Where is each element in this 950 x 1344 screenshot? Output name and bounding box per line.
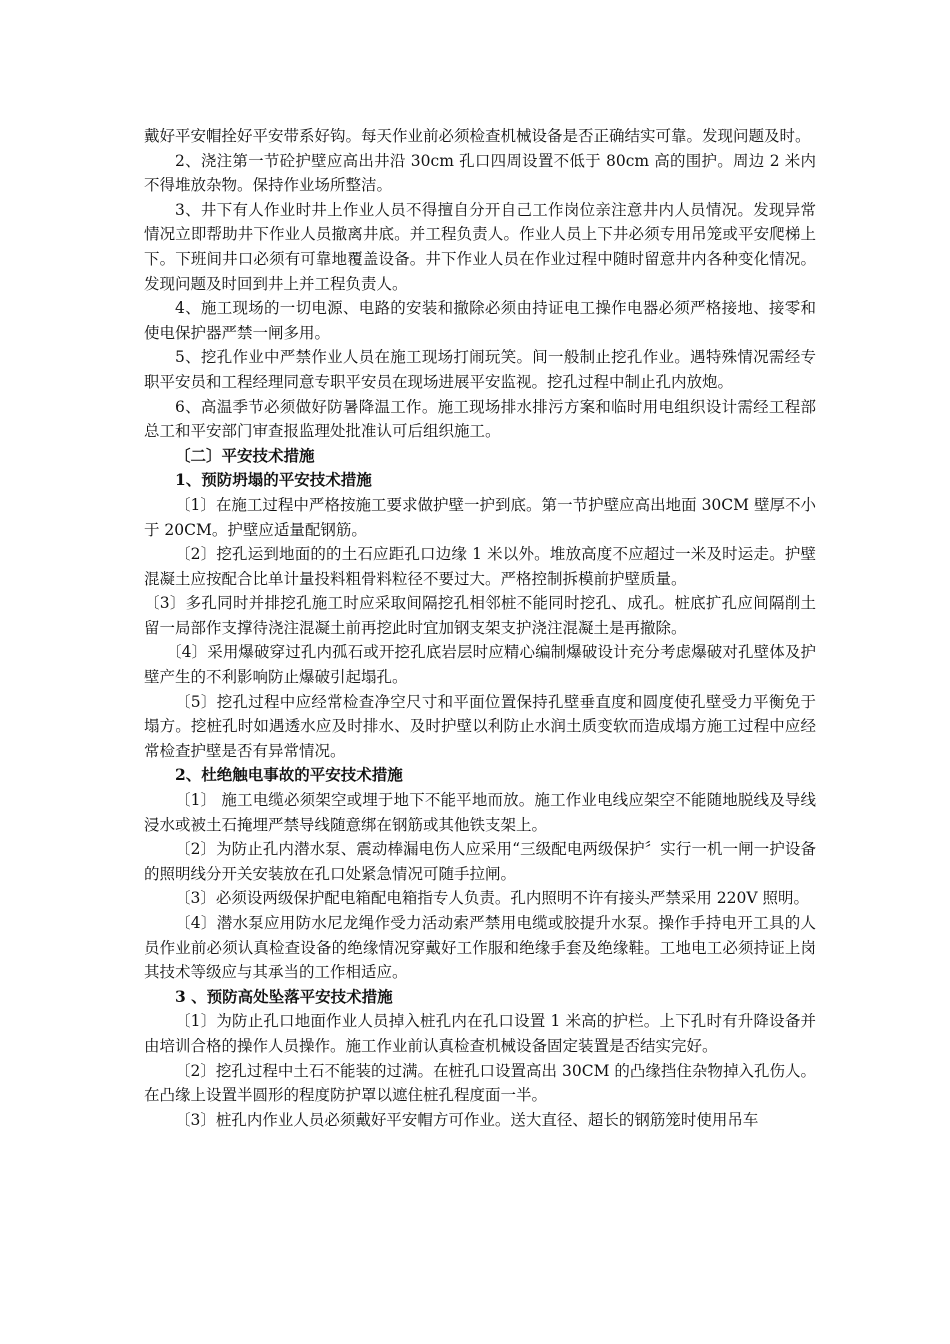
body-paragraph: 4、施工现场的一切电源、电路的安装和撤除必须由持证电工操作电器必须严格接地、接零和使电保护器严禁一闸多用。	[144, 299, 816, 342]
body-paragraph: 6、高温季节必须做好防暑降温工作。施工现场排水排污方案和临时用电组织设计需经工程部总工和平安部门审查报监理处批准认可后组织施工。	[144, 397, 816, 441]
body-paragraph: 〔1〕在施工过程中严格按施工要求做护壁一护到底。第一节护壁应高出地面 30CM 壁厚不小于 20CM。护壁应适量配钢筋。	[144, 495, 816, 539]
body-paragraph: 〔1〕为防止孔口地面作业人员掉入桩孔内在孔口设置 1 米高的护栏。上下孔时有升降设备并由培训合格的操作人员操作。施工作业前认真检查机械设备固定装置是否结实完好。	[144, 1012, 816, 1055]
body-paragraph: 5、挖孔作业中严禁作业人员在施工现场打闹玩笑。间一般制止挖孔作业。遇特殊情况需经专职平安员和工程经理同意专职平安员在现场进展平安监视。挖孔过程中制止孔内放炮。	[144, 348, 816, 391]
body-paragraph: 〔5〕挖孔过程中应经常检查净空尺寸和平面位置保持孔壁垂直度和圆度使孔壁受力平衡免于塌方。挖桩孔时如遇透水应及时排水、及时护壁以利防止水润土质变软而造成塌方施工过程中应经常检查护壁是否有异常情况。	[144, 692, 816, 760]
body-paragraph: 2、浇注第一节砼护壁应高出井沿 30cm 孔口四周设置不低于 80cm 高的围护。周边 2 米内不得堆放杂物。保持作业场所整洁。	[144, 151, 816, 195]
section-heading: 2、杜绝触电事故的平安技术措施	[175, 765, 403, 785]
document-body	[144, 124, 816, 1132]
body-paragraph: 〔4〕采用爆破穿过孔内孤石或开挖孔底岩层时应精心编制爆破设计充分考虑爆破对孔壁体及护壁产生的不利影响防止爆破引起塌孔。	[144, 643, 816, 687]
body-paragraph: 〔2〕挖孔过程中土石不能装的过满。在桩孔口设置高出 30CM 的凸缘挡住杂物掉入孔伤人。在凸缘上设置半圆形的程度防护罩以遮住桩孔程度面一半。	[144, 1061, 816, 1105]
body-paragraph: 〔2〕挖孔运到地面的的土石应距孔口边缘 1 米以外。堆放高度不应超过一米及时运走。护壁混凝土应按配合比单计量投料粗骨料粒径不要过大。严格控制拆模前护壁质量。	[144, 545, 816, 588]
body-paragraph: 〔4〕潜水泵应用防水尼龙绳作受力活动索严禁用电缆或胶提升水泵。操作手持电开工具的人员作业前必须认真检查设备的绝缘情况穿戴好工作服和绝缘手套及绝缘鞋。工地电工必须持证上岗其技术等级应与其承当的工作相适应。	[144, 914, 816, 982]
body-paragraph: 戴好平安帽拴好平安带系好钩。每天作业前必须检查机械设备是否正确结实可靠。发现问题及时。	[144, 127, 811, 145]
body-paragraph: 〔3〕桩孔内作业人员必须戴好平安帽方可作业。送大直径、超长的钢筋笼时使用吊车	[175, 1110, 759, 1129]
body-paragraph: 〔3〕必须设两级保护配电箱配电箱指专人负责。孔内照明不许有接头严禁采用 220V 照明。	[175, 889, 809, 908]
body-paragraph: 3、井下有人作业时井上作业人员不得擅自分开自己工作岗位亲注意井内人员情况。发现异常情况立即帮助井下作业人员撤离井底。并工程负责人。作业人员上下井必须专用吊笼或平安爬梯上下。下班间井口必须有可靠地覆盖设备。井下作业人员在作业过程中随时留意井内各种变化情况。发现问题及时回到井上并工程负责人。	[144, 200, 816, 293]
section-heading: 3 、预防高处坠落平安技术措施	[175, 986, 393, 1006]
body-paragraph: 〔2〕为防止孔内潜水泵、震动棒漏电伤人应采用“三级配电两级保护〞实行一机一闸一护设备的照明线分开关安装放在孔口处紧急情况可随手拉闸。	[144, 840, 816, 883]
body-paragraph: 〔3〕多孔同时并排挖孔施工时应采取间隔挖孔相邻桩不能同时挖孔、成孔。桩底扩孔应间隔削土留一局部作支撑待浇注混凝土前再挖此时宜加钢支架支护浇注混凝土是再撤除。	[144, 594, 816, 637]
body-paragraph: 〔1〕 施工电缆必须架空或埋于地下不能平地而放。施工作业电线应架空不能随地脱线及导线浸水或被土石掩埋严禁导线随意绑在钢筋或其他铁支架上。	[144, 791, 816, 834]
section-heading: 〔二〕平安技术措施	[175, 445, 315, 465]
section-heading: 1、预防坍塌的平安技术措施	[175, 470, 372, 490]
